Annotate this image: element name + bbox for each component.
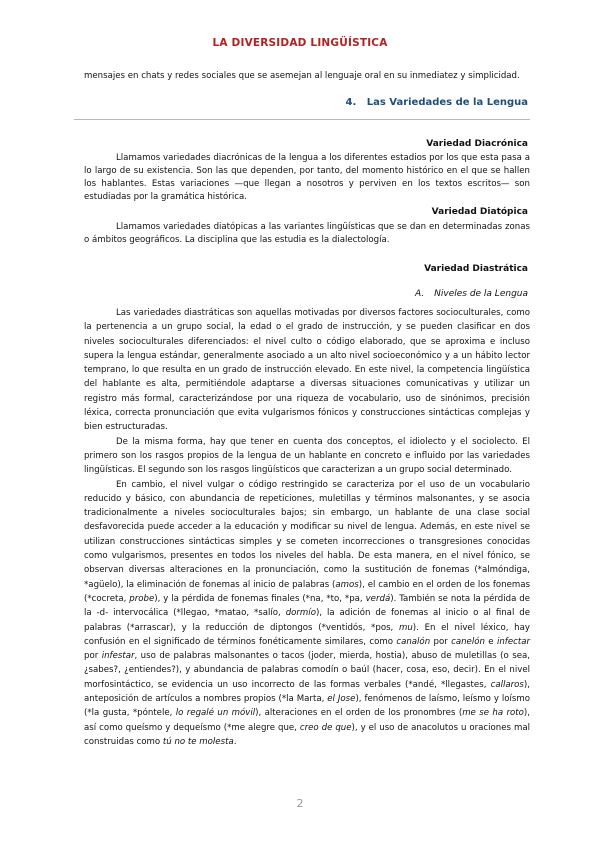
page-number: 2 bbox=[296, 797, 304, 810]
example-italic: el Jose bbox=[327, 694, 356, 705]
example-italic: canalón bbox=[396, 636, 431, 647]
text-segment: En cambio, el nivel vulgar o código restringido se caracteriza por el uso de un vocabulario reducido y básico, con abundancia de repeticiones, muletillas y términos malsonantes, y se asocia tradicionalmente a niveles socioculturales bajos; sin embargo, un hablante de una clase social desfavorecida puede acceder a la educación y modificar su nivel de lengua. Además, en este nivel se utilizan construcciones sintácticas simples y se cometen incorrecciones o transgresiones conocidas como vulgarismos, presentes en todos los niveles del habla. De esta manera, en el nivel fónico, se observan diversas alteraciones en la pronunciación, como la sustitución de fonemas (*almóndiga, *agüelo), la eliminación de fonemas al inicio de palabras ( bbox=[84, 479, 530, 590]
text-segment: ), la adición de fonemas al inicio o al final de palabras (*arrascar), y la reducción de diptongos (*ventidós, *pos, bbox=[84, 608, 530, 633]
example-italic: verdá bbox=[365, 593, 391, 604]
paragraph-diacronica-text: Llamamos variedades diacrónicas de la lengua a los diferentes estadios por los que esta pasa a lo largo de su existencia. Son las que dependen, por tanto, del momento histórico en el que se hallen los hablantes. Estas variaciones —que llegan a nosotros y perviven en los textos escritos— son estudiadas por la gramática histórica. bbox=[84, 153, 530, 202]
example-italic: probe bbox=[129, 593, 155, 604]
sublist-niveles bbox=[415, 289, 528, 299]
page-title: LA DIVERSIDAD LINGÜÍSTICA bbox=[212, 37, 388, 49]
heading-diatopica: Variedad Diatópica bbox=[431, 207, 528, 217]
sublist-title: Niveles de la Lengua bbox=[434, 289, 528, 299]
text-segment: ). En el nivel léxico, hay confusión en el significado de términos fonéticamente similares, como bbox=[84, 622, 530, 647]
example-italic: creo de que bbox=[299, 722, 352, 733]
paragraph-diatopica-text: Llamamos variedades diatópicas a las variantes lingüísticas que se dan en determinadas zonas o ámbitos geográficos. La disciplina que las estudia es la dialectología. bbox=[84, 222, 530, 245]
text-segment: ), así como queísmo y dequeísmo (*me alegre que, bbox=[84, 708, 530, 733]
example-italic: amos bbox=[335, 579, 359, 590]
section-number: 4. bbox=[345, 97, 357, 108]
heading-diastratica: Variedad Diastrática bbox=[424, 264, 528, 274]
example-italic: me se ha roto bbox=[462, 708, 524, 719]
paragraph-diacronica bbox=[84, 152, 530, 204]
example-italic: infectar bbox=[496, 636, 530, 647]
text-segment: ), fenómenos de laísmo, leísmo y loísmo (*la gusta, *póntele, bbox=[84, 694, 530, 719]
text-segment: por bbox=[84, 651, 102, 662]
text-segment: ), alteraciones en el orden de los pronombres ( bbox=[255, 708, 463, 719]
text-segment: por bbox=[430, 636, 452, 647]
section-heading bbox=[345, 97, 528, 108]
paragraph-diatopica bbox=[84, 221, 530, 247]
paragraph-idiolecto: De la misma forma, hay que tener en cuenta dos conceptos, el idiolecto y el sociolecto. El primero son los rasgos propios de la lengua de un hablante en concreto e influido por las variedades lingüísticas. El segundo son los rasgos lingüísticos que caracterizan a un grupo social determinado. bbox=[84, 436, 530, 476]
text-segment: ), el cambio en el orden de los fonemas (*cocreta, bbox=[84, 579, 530, 604]
text-segment: ), y la pérdida de fonemas finales (*na, *to, *pa, bbox=[154, 593, 366, 604]
paragraph-vulgar bbox=[84, 478, 530, 750]
example-italic: lo regalé un móvil bbox=[175, 708, 256, 719]
text-segment: , uso de palabras malsonantes o tacos (joder, mierda, hostia), abuso de muletillas (o sea, ¿sabes?, ¿entiendes?), y abundancia de palabras comodín o baúl (hacer, cosa, eso, decir). En el nivel morfosintáctico, se evidencia un uso incorrecto de las formas verbales (*andé, *llegastes, bbox=[84, 651, 530, 690]
sublist-letter: A. bbox=[414, 289, 425, 299]
example-italic: tú no te molesta bbox=[162, 736, 234, 747]
example-italic: infestar bbox=[101, 651, 135, 662]
intro-line: mensajes en chats y redes sociales que se asemejan al lenguaje oral en su inmediatez y simplicidad. bbox=[84, 71, 520, 81]
text-segment: e bbox=[484, 636, 497, 647]
example-italic: canelón bbox=[451, 636, 485, 647]
text-segment: ). También se nota la pérdida de la -d- intervocálica (*llegao, *matao, *salío, bbox=[84, 593, 531, 619]
text-segment: . bbox=[233, 736, 237, 747]
diastratica-body bbox=[84, 306, 530, 749]
text-segment: ), anteposición de artículos a nombres propios (*la Marta, bbox=[84, 679, 530, 705]
section-title: Las Variedades de la Lengua bbox=[366, 97, 528, 108]
example-italic: callaros bbox=[490, 679, 524, 690]
section-divider bbox=[74, 119, 530, 120]
heading-diacronica: Variedad Diacrónica bbox=[426, 139, 528, 149]
paragraph-niveles: Las variedades diastráticas son aquellas motivadas por diversos factores socioculturales, como la pertenencia a un grupo social, la edad o el grado de instrucción, y se pueden clasificar en dos niveles socioculturales diferenciados: el nivel culto o código elaborado, que se aproxima e incluso supera la lengua estándar, generalmente asociado a un alto nivel socioeconómico y a un hábito lector temprano, lo que resulta en un grado de instrucción elevado. En este nivel, la competencia lingüística del hablante es alta, permitiéndole adaptarse a diversas situaciones comunicativas y utilizar un registro más formal, caracterizándose por una riqueza de vocabulario, uso de sinónimos, precisión léxica, correcta pronunciación que evita vulgarismos fónicos y construcciones sintácticas complejas y bien estructuradas. bbox=[84, 308, 530, 433]
example-italic: dormío bbox=[285, 608, 316, 619]
text-segment: ), y el uso de anacolutos u oraciones mal construidas como bbox=[84, 722, 530, 747]
example-italic: mu bbox=[398, 622, 413, 633]
